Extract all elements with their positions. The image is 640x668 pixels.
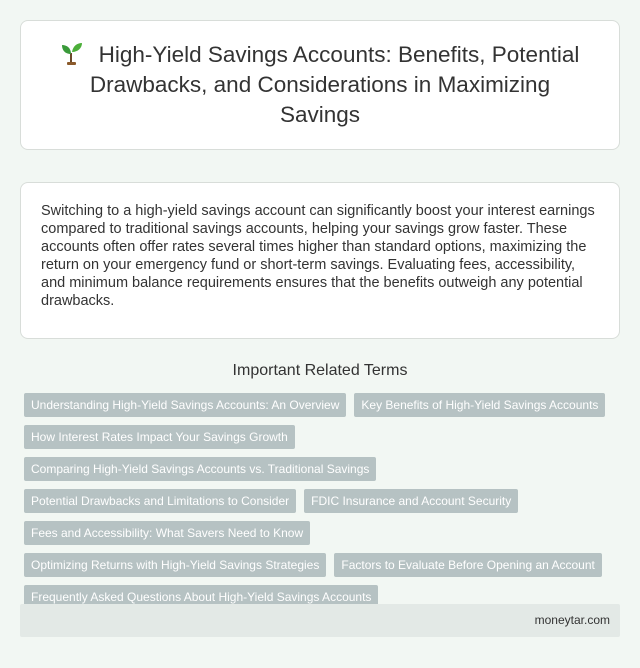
related-terms-list (20, 393, 620, 609)
related-term-tag[interactable]: Understanding High-Yield Savings Accounts: An Overview (24, 393, 346, 417)
summary-text: Switching to a high-yield savings account can significantly boost your interest earnings compared to traditional savings accounts, helping your savings grow faster. These accounts often offer rates several times higher than standard options, maximizing the return on your emergency fund or short-term savings. Evaluating fees, accessibility, and minimum balance requirements ensures that the benefits outweigh any potential drawbacks. (41, 203, 595, 309)
page-title-text: High-Yield Savings Accounts: Benefits, Potential Drawbacks, and Considerations in Maximizing Savings (89, 42, 580, 127)
summary-card (20, 182, 620, 339)
related-term-tag[interactable]: Comparing High-Yield Savings Accounts vs. Traditional Savings (24, 457, 376, 481)
related-term-tag[interactable]: How Interest Rates Impact Your Savings Growth (24, 425, 295, 449)
related-term-tag[interactable]: Key Benefits of High-Yield Savings Accounts (354, 393, 605, 417)
title-card (20, 20, 620, 150)
related-term-tag[interactable]: Frequently Asked Questions About High-Yield Savings Accounts (24, 585, 378, 609)
page-title (51, 40, 589, 130)
related-terms-heading: Important Related Terms (232, 362, 408, 379)
related-term-tag[interactable]: FDIC Insurance and Account Security (304, 489, 518, 513)
footer (20, 604, 620, 637)
related-term-tag[interactable]: Factors to Evaluate Before Opening an Account (334, 553, 602, 577)
footer-site-name[interactable]: moneytar.com (534, 613, 610, 627)
sprout-icon (61, 41, 83, 65)
related-term-tag[interactable]: Potential Drawbacks and Limitations to Consider (24, 489, 296, 513)
related-term-tag[interactable]: Fees and Accessibility: What Savers Need to Know (24, 521, 310, 545)
related-term-tag[interactable]: Optimizing Returns with High-Yield Savings Strategies (24, 553, 326, 577)
